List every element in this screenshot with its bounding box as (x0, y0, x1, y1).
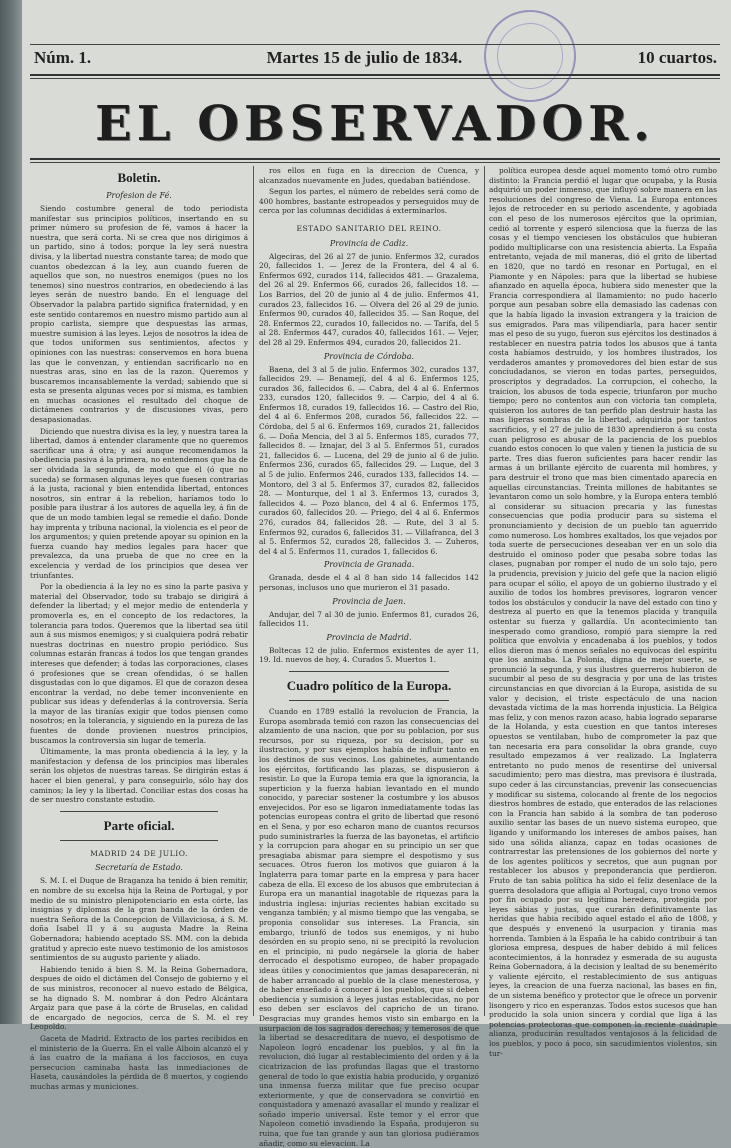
section-rule (60, 840, 218, 841)
masthead-rule (30, 74, 720, 76)
paragraph: Andujar, del 7 al 30 de junio. Enfermos 81, curados 26, fallecidos 11. (259, 609, 479, 629)
paragraph: Algeciras, del 26 al 27 de junio. Enfermos 32, curados 20, fallecidos 1. — Jerez de la Frontera, del 4 al 6. Enfermos 692, curados 114, fallecidos 481. — Grazalema, del 26 al 29. Enfermos 66, curados 26, fallecidos 18. — Los Barrios, del 20 de junio al 4 de julio. Enfermos 41, curados 23, fallecidos 16. — Olvera del 26 al 29 de junio. Enfermos 90, curados 40, fallecidos 35. — San Roque, del 28. Enfermos 22, curados 10, fallecidos no. — Tarifa, del 5 al 28. Enfermos 447, curados 40, fallecidos 161. — Vejer, del 28 al 29. Enfermos 494, curados 20, fallecidos 21. (259, 251, 479, 347)
province-heading: Provincia de Jaen. (332, 596, 406, 606)
paragraph: Granada, desde el 4 al 8 han sido 14 fallecidos 142 personas, inclusos uno que murieron el 31 pasado. (259, 573, 479, 592)
province-heading: Provincia de Granada. (323, 560, 415, 570)
paragraph: Por la obediencia á la ley no es sino la parte pasiva y material del Observador, todo su trabajo se dirigirá á defender la libertad; y el mejor medio de entenderla y promoverla es, en el concepto de los redactores, la tolerancia para todos. Queremos que la libertad sea útil aun á sus mismos enemigos; y si cualquiera podrá rebatir nuestras doctrinas en nuestro propio periódico. Sus columnas estarán francas á todos los que tengan grandes intereses que defender; á todas las corporaciones, clases ó profesiones que se crean ofendidas, ó se hallen disgustadas con lo que digamos. El que de corazon desea encontrar la verdad, no debe temer inconveniente en publicar sus ideas y defenderlas á la controversia. Sería la mayor de las tiranías exigir que todos piensen como nosotros; en la tolerancia, y siguiendo en la pureza de las fuentes de donde provienen nuestros principios, buscamos la controversia sin lugar de temerla. (30, 582, 248, 745)
newspaper-title: EL OBSERVADOR. (95, 96, 655, 152)
paragraph: Gaceta de Madrid. Extracto de los partes recibidos en el ministerio de la Guerra. En el valle Alboin alcanzó el y á las cuatro de la mañana á los facciosos, en cuya persecucion caminaba hasta las inmediaciones de Haseta, causándoles la pérdida de 8 muertos, y cogiendo muchas armas y municiones. (30, 1033, 248, 1091)
paragraph: S. M. I. el Duque de Braganza ha tenido á bien remitir, en nombre de su excelsa hija la Reina de Portugal, y por medio de su ministro plenipotenciario en esta córte, las insignias y diplomas de la gran banda de la órden de nuestra Señora de la Concepcion de Villaviciosa, á S. M. doña Isabel II y á su augusta Madre la Reina Gobernadora; habiendo aceptado SS. MM. con la debida gratitud y aprecio este nuevo testimonio de los amistosos sentimientos de su augusto pariente y aliado. (30, 876, 248, 963)
section-heading-estado-sanitario: ESTADO SANITARIO DEL REINO. (296, 223, 442, 233)
paragraph: Boltecas 12 de julio. Enfermos existentes de ayer 11, 19. Id. nuevos de hoy, 4. Curados 5. Muertos 1. (259, 645, 479, 665)
paragraph: Últimamente, la mas pronta obediencia á la ley, y la manifestacion y defensa de los principios mas liberales serán los objetos de nuestras tareas. Se dirigirán estas á hacer el bien general, y para conseguirlo, sólo hay dos caminos; la ley y la libertad. Conciliar estas dos cosas ha de ser nuestro constante estudio. (30, 747, 248, 805)
paragraph: Baena, del 3 al 5 de julio. Enfermos 302, curados 137, fallecidos 29. — Benamejí, del 4 al 6. Enfermos 125, curados 36, fallecidos 6. — Cabra, del 4 al 6. Enfermos 233, curados 120, fallecidos 9. — Carpio, del 4 al 6. Enfermos 18, curados 19, fallecidos 16. — Castro del Rio, del 4 al 6. Enfermos 208, curados 56, fallecidos 22. — Córdoba, del 5 al 6. Enfermos 169, curados 21, fallecidos 6. — Doña Mencia, del 3 al 5. Enfermos 185, curados 77, fallecidos 8. — Iznajar, del 3 al 5. Enfermos 51, curados 21, fallecidos 6. — Lucena, del 29 de junio al 6 de julio. Enfermos 236, curados 65, fallecidos 29. — Luque, del 3 al 5 de julio. Enfermos 246, curados 133, fallecidos 14. — Montoro, del 3 al 5. Enfermos 37, curados 82, fallecidos 28. — Monturque, del 1 al 3. Enfermos 13, curados 3, fallecidos 4. — Pozo blanco, del 4 al 6. Enfermos 175, curados 60, fallecidos 20. — Priego, del 4 al 6. Enfermos 276, curados 84, fallecidos 28. — Rute, del 3 al 5. Enfermos 92, curados 6, fallecidos 31. — Villafranca, del 3 al 5. Enfermos 52, curados 28, fallecidos 3. — Zuheros, del 4 al 5. Enfermos 11, curados 1, fallecidos 6. (259, 364, 479, 556)
paragraph: ros ellos en fuga en la direccion de Cuenca, y alcanzados nuevamente en Judes, quedaban batiéndose. (259, 166, 479, 185)
paragraph: Cuando en 1789 estalló la revolucion de Francia, la Europa asombrada temió con razon las consecuencias del alzamiento de una nacion, que por su poblacion, por sus recursos, por su riqueza, por su decision, por su ilustracion, y por sus ejemplos había de influir tanto en los destinos de sus vecinos. Los gabinetes, aumentando los ejércitos, fortificando las plazas, se dispusieron á resistir. Lo que la Europa temia era que la ignorancia, la superticion y la fuerza habian levantado en el mundo conocido, y pareciar sostener la costumbre y los abusos envejecidos. Por eso se ligaron inmediatamente todas las potencias europeas contra el grito de libertad que resonó en el Sena, y por eso echaron mano de cuantos recursos pudo suministrarles la fuerza de las bayonetas, el artificio y la corrupcion para ahogar en su principio un ser que presagiaba abismar para siempre el despotismo y sus secuaces. Otros fueron los motivos que guiaron á la Inglaterra para tomar parte en la empresa y para hacer cabeza de ella. El exceso de los abusos que embrutecian á Europa era un manantial inagotable de riquezas para la industria inglesa: injurias recientes habian excitado su venganza también; y al mismo tiempo que las vengaba, se proponia consolidar sus intereses. La Francia, sin embargo, triunfó de todos sus enemigos, y ni hubo desórden en su propio seno, ni se precipitó la revolucion en el principio, ni pudo negársele la gloria de haber derrocado el despotismo europeo, de haber propagado ideas útiles y conocimientos que jamas desaparecerán, ni de haber arrancado al pueblo de la clase menesterosa, y de haber enseñado á conocer á los pueblos, que si deben obediencia y sumision á leyes justas establecidas, no por eso deben ser esclavos del capricho de un tirano. Desgracias muy grandes hemos visto sin embargo en la usurpacion de los sagrados derechos; y temerosos de que la libertad se desacreditara de nuevo, el despotismo de Napoleon logró encadenar los pueblos, y al fin la revolucion, dió lugar al restablecimiento del orden y á la cicatrizacion de las profundas llagas que el trastorno general de todo lo que existia habia producido, y organizó una inmensa fuerza militar que fue preciso ocupar exteriormente, y que de conservadora se convirtió en conquistadora y amenazó avasallar el mundo y realizar el soñado imperio universal. Este temor y el error que Napoleon cometió invadiendo la España, produjeron su ruina, que fue tan grande y aun tan gloriosa pudiéramos añadir, como su elevacion. La (259, 706, 479, 1148)
paragraph: Habiendo tenido á bien S. M. la Reina Gobernadora, despues de oido el dictámen del Consejo de gobierno y el de sus ministros, reconocer al nuevo estado de Bélgica, se ha dignado S. M. nombrar á don Pedro Alcántara Argaiz para que pase á la córte de Bruselas, en calidad de encargado de negocios, cerca de S. M. el rey Leopoldo. (30, 964, 248, 1032)
province-heading: Provincia de Madrid. (326, 632, 412, 642)
title-rule (30, 158, 720, 160)
section-rule (60, 811, 218, 812)
column-1 (30, 166, 248, 1091)
column-2 (259, 166, 479, 1148)
subheading: Secretaría de Estado. (95, 863, 183, 873)
paragraph: Diciendo que nuestra divisa es la ley, y nuestra tarea la libertad, damos á entender claramente que no queremos sacrificar una á otra; y así aunque recomendamos la obediencia pasiva á la primera, no entendemos que ha de ser olvidada la segunda, de modo que el (ó que no suceda) se formasen algunas leyes que fuesen contrarias á la justa, racional y bien entendida libertad, entonces nosotros, sin entrar á la rebelion, haríamos todo lo posible para ilustrar á los autores de aquella ley, á fin de que de un modo tambien legal se remedie el daño. Donde hay imprenta y tribuna nacional, la violencia es el peor de los argumentos; y quien pretende apoyar su opinion en la fuerza cuando hay medios legales para hacer que prevalezca, da una prueba de que no cree en la excelencia y verdad de los principios que desea ver triunfantes. (30, 426, 248, 580)
binding-spine (0, 0, 22, 1024)
issue-number: Núm. 1. (34, 48, 92, 67)
column-divider-1 (253, 166, 254, 1016)
column-divider-2 (484, 166, 485, 1016)
masthead-info (34, 48, 717, 68)
province-heading: Provincia de Córdoba. (323, 351, 415, 361)
section-heading-boletin: Boletin. (117, 170, 161, 185)
section-rule (289, 700, 449, 701)
section-heading-cuadro-politico: Cuadro político de la Europa. (286, 677, 452, 693)
newspaper-page (22, 0, 731, 1148)
masthead-top-rule (30, 44, 720, 45)
issue-price: 10 cuartos. (637, 48, 717, 67)
column-3 (489, 166, 717, 1058)
paragraph: política europea desde aquel momento tomó otro rumbo distinto: la Francia perdió el lugar que ocupaba, y la Rusia adquirió un poder inmenso, que influyó sobre manera en las resoluciones del congreso de Viena. La Europa entonces lejos de retroceder en su periodo ascendente, y agobiada con el peso de los numerosos ejércitos que la oprimian, cedió al torrente y esperó silenciosa que la fuerza de las cosas y el tiempo venciesen los obstáculos que hubieran podido multiplicarse con una resistencia abierta. La España entretanto, vejada de mil maneras, dió el grito de libertad en 1820, que no tardó en resonar en Portugal, en el Piamonte y en Nápoles: para que la libertad se hubiese afianzado en aquella época, hubiera sido menester que la Francia correspondiera al llamamiento: no pudo hacerlo porque aun pesaban sobre ella demasiado las cadenas con que la había ligado la invasion extrangera y la traicion de sus emigrados. Para mas vilipendiarla, para hacer sentir mas el peso de su yugo, fueron sus ejércitos los destinados á restablecer en nuestra patria todos los abusos que á tanta costa habíamos destruido, y los hombres ilustrados, los verdaderos amantes y promovedores del bien estar de sus conciudadanos, se vieron en todas partes, perseguidos, proscriptos y degradados. La corrupcion, el cohecho, la traicion, los abusos de toda especie, triunfaron por mucho tiempo; pero no contentos aun con victoria tan completa, quisieron los autores de tan perfido plan destruir hasta las mas ligeras sombras de la libertad, adquirida por tantos sacrificios, y el 27 de julio de 1830 aprendieron á su costa cuan peligroso es abusar de la paciencia de los pueblos cuando estos conocen lo que valen y tienen la justicia de su parte. Tres dias fueron suficientes para hacer rendir las armas á un brillante ejército de cuarenta mil hombres, y para destruir el trono que mas bien cimentado aparecía en aquellas circunstancias. Treinta millones de habitantes se levantaron como un solo hombre, y la Europa entera tembló al considerar su situacion precaria y las funestas consecuencias que podia producir para su sistema el pronunciamiento y decision de un pueblo tan aguerrido como numeroso. Los hombres exaltados, los que vejados por toda suerte de persecuciones deseaban ver en un solo dia destruido el ominoso poder que pesaba sobre todas las clases, pugnaban por romper el nudo de un solo tajo, pero la prudencia, prevision y juicio del gefe que la nacion eligió para ocupar el sólio, el apoyo de un gobierno ilustrado y el auxilio de todos los hombres previsores, lograron vencer todos los obstáculos y conducir la nave del estado con tino y destreza al puerto en que la tenemos placida y tranquila ostentar su fuerza y gallardía. Un acontecimiento tan inesperado como grandioso, rompió para siempre la red política que envolvia y encadenaba á los pueblos, y todos ellos dieron mas ó menos señales no equívocas del espíritu que los animaba. La Polonia, digna de mejor suerte, se pronunció la segunda, y sus ilustres guerreros hubieron de sucumbir al peso de su desgracia y por una de las tristes circunstancias en que divorcian á la Europa, asistida de su valor y decision, el triste espectáculo de una nacion devastada víctima de la mas horrenda injusticia. La Bélgica mas feliz, y con menos razon acaso, habia logrado separarse de la Holanda, y esta cuestion en que tantos intereses opuestos se ventilaban, hubo de comprometer la paz que tan necesaria era para consolidar la obra grande, cuyo resultado empezamos á ver realizado. La Inglaterra entretanto no pudo menos de resentirse del universal sacudimiento; pero mas diestra, mas previsora é ilustrada, supo ceder á las circunstancias, prevenir las consecuencias y modificar su sistema, colocando al frente de los negocios diestros hombres de estado, que enterados de las relaciones con la Francia han sabido á la sombra de tan poderoso auxilio sentar las bases de un nuevo sistema europeo, que ligando y uniformando los intereses de ambos países, han sido una sólida alianza, capaz en todas ocasiones de contrarrestar las pretensiones de los gobiernos del norte y de los agentes políticos y secretos, que aun pugnan por restablecer los abusos y preponderancia que perdieron. Fruto de tan sabia política ha sido el feliz desenlace de la guerra desoladora que afligia al Portugal, cuyo trono vemos por fin ocupado por su legítima heredera, protegida por leyes sábias y justas, que curarán definitivamente las heridas que habia recibido aquel estado el año de 1808, y que después y envenenó la usurpacion y tirania mas horrenda. Tambien á la España le ha cabido contribuir á tan gloriosa empresa, despues de haber debido á mil felices acontecimientos, á la honradez y esmerada de su augusta Reina Gobernadora, á la decision y lealtad de su benemérito y valiente ejército, el restablecimiento de sus antiguas leyes, la creacion de una fuerza nacional, las bases en fin, de un sistema benéfico y protector que le ofrece un porvenir lisongero y rico en esperanzas. Todos estos sucesos que han producido la sola union sincera y cordial que liga á las potencias protectoras que componen la reciente cuádruple alianza, producirán resultados ventajosos á la felicidad de los pueblos, y poco á poco, sin sacudimientos violentos, sin tur- (489, 166, 717, 1058)
province-heading: Provincia de Cadiz. (329, 238, 409, 248)
subheading: Profesion de Fé. (106, 191, 172, 200)
title-rule-2 (30, 162, 720, 163)
section-rule (289, 671, 449, 672)
paragraph: Segun los partes, el número de rebeldes será como de 400 hombres, bastante estropeados y perseguidos muy de cerca por las columnas decididas á exterminarlos. (259, 187, 479, 216)
paragraph: Siendo costumbre general de todo periodista manifestar sus principios políticos, insertando en su primer número su profesion de fé, vamos á hacer la nuestra, que será corta. Ni se crea que nos dirigimos á un partido, sino á todos; porque la ley será nuestra divisa, y la libertad nuestra constante tarea; de modo que cuantos obedezcan á la ley, aun cuando fueren de aquellos que son, no nuestros enemigos (pues no los tenemos) sino nuestros contrarios, en obedeciendo á las leyes serán de nuestro bando. En el lenguage del Observador la palabra partido significa fraternidad, y en este sentido contaremos en nuestro mismo partido aun al propio carlista, siempre que despuestas las armas, muestre sumision á las leyes. Lejos de nosotros la idea de que todos uniformen sus sentimientos, afectos y opiniones con las nuestras: conservemos en hora buena las que le convenzan, y entiendan sacrificarlo no en nuestras aras, sino en las de la razon. Queremos y buscaremos incansablemente la verdad; sabiendo que si esta se presenta algunas veces por sí misma, es tambien en muchas ocasiones el resultado del choque de dictámenes contrarios y de discusiones vivas, pero desapasionadas. (30, 204, 248, 425)
section-heading-parte-oficial: Parte oficial. (103, 817, 175, 833)
dateline: MADRID 24 DE JULIO. (90, 848, 188, 858)
masthead-rule-2 (30, 78, 720, 79)
issue-date: Martes 15 de julio de 1834. (266, 48, 463, 67)
